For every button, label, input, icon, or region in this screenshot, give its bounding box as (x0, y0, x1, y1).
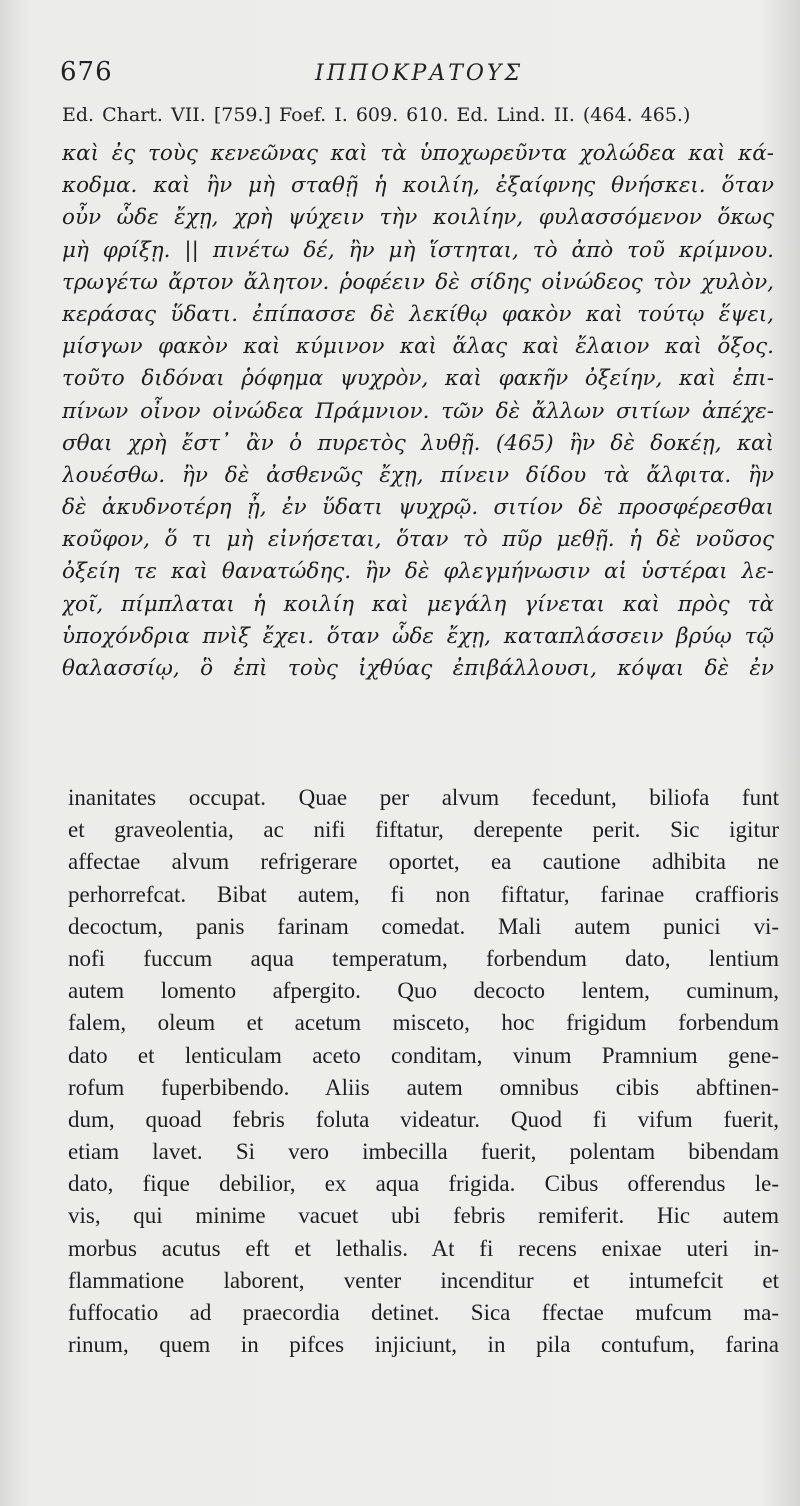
greek-line: λουέσθω. ἢν δὲ ἀσθενῶς ἔχῃ, πίνειν δίδου τὰ ἄλφιτα. ἢν (62, 462, 774, 488)
latin-line: autem lomento afpergito. Quo decocto lentem, cuminum, (68, 978, 779, 1004)
latin-line: affectae alvum refrigerare oportet, ea cautione adhibita ne (68, 849, 779, 875)
greek-line: ὑποχόνδρια πνὶξ ἔχει. ὅταν ὧδε ἔχῃ, καταπλάσσειν βρύῳ τῷ (62, 623, 774, 649)
running-title: ΙΠΠΟΚΡΑΤΟΥΣ (315, 61, 524, 86)
greek-line: τοῦτο διδόναι ῥόφημα ψυχρὸν, καὶ φακῆν ὀξείην, καὶ ἐπι- (62, 366, 774, 392)
greek-line: κοδμα. καὶ ἢν μὴ σταθῇ ἡ κοιλίη, ἐξαίφνης θνήσκει. ὅταν (62, 173, 774, 199)
latin-line: vis, qui minime vacuet ubi febris remiferit. Hic autem (68, 1203, 779, 1229)
page-number: 676 (60, 57, 113, 87)
latin-line: morbus acutus eft et lethalis. At fi recens enixae uteri in- (68, 1235, 779, 1261)
latin-line: perhorrefcat. Bibat autem, fi non fiftatur, farinae craffioris (68, 881, 779, 907)
greek-line: καὶ ἐς τοὺς κενεῶνας καὶ τὰ ὑποχωρεῦντα χολώδεα καὶ κά- (62, 141, 774, 166)
latin-text-block (68, 782, 779, 1361)
latin-line: flammatione laborent, venter incenditur et intumefcit et (68, 1267, 779, 1293)
latin-line: inanitates occupat. Quae per alvum fecedunt, biliofa funt (68, 785, 779, 810)
latin-line: nofi fuccum aqua temperatum, forbendum dato, lentium (68, 945, 779, 971)
latin-line: et graveolentia, ac nifi fiftatur, derepente perit. Sic igitur (68, 817, 779, 843)
greek-line: ὀξείη τε καὶ θανατώδης. ἢν δὲ φλεγμήνωσιν αἱ ὑστέραι λε- (62, 559, 774, 585)
page-header (60, 55, 780, 95)
greek-line: κεράσας ὕδατι. ἐπίπασσε δὲ λεκίθῳ φακὸν καὶ τούτῳ ἕψει, (62, 301, 774, 327)
greek-text-block (62, 138, 774, 685)
greek-line: δὲ ἀκυδνοτέρη ᾖ, ἐν ὕδατι ψυχρῷ. σιτίον δὲ προσφέρεσθαι (62, 495, 774, 521)
greek-line: οὖν ὧδε ἔχῃ, χρὴ ψύχειν τὴν κοιλίην, φυλασσόμενον ὅκως (62, 205, 774, 231)
greek-line: μίσγων φακὸν καὶ κύμινον καὶ ἅλας καὶ ἔλαιον καὶ ὄξος. (62, 334, 774, 360)
greek-line: τρωγέτω ἄρτον ἄλητον. ῥοφέειν δὲ σίδης οἰνώδεος τὸν χυλὸν, (62, 269, 774, 295)
latin-line: dum, quoad febris foluta videatur. Quod fi vifum fuerit, (68, 1106, 779, 1132)
greek-line: μὴ φρίξῃ. || πινέτω δέ, ἢν μὴ ἵστηται, τὸ ἀπὸ τοῦ κρίμνου. (62, 237, 774, 263)
latin-line: dato et lenticulam aceto conditam, vinum Pramnium gene- (68, 1042, 779, 1068)
greek-line: κοῦφον, ὅ τι μὴ εἰνήσεται, ὅταν τὸ πῦρ μεθῇ. ἡ δὲ νοῦσος (62, 527, 774, 553)
greek-line: πίνων οἶνον οἰνώδεα Πράμνιον. τῶν δὲ ἄλλων σιτίων ἀπέχε- (62, 398, 774, 424)
latin-line: fuffocatio ad praecordia detinet. Sica ffectae mufcum ma- (68, 1300, 779, 1325)
greek-line: χοῖ, πίμπλαται ἡ κοιλίη καὶ μεγάλη γίνεται καὶ πρὸς τὰ (62, 591, 774, 617)
latin-line: etiam lavet. Si vero imbecilla fuerit, polentam bibendam (68, 1139, 779, 1165)
greek-line: σθαι χρὴ ἔστ᾽ ἂν ὁ πυρετὸς λυθῇ. (465) ἢν δὲ δοκέῃ, καὶ (62, 430, 774, 456)
edition-reference: Ed. Chart. VII. [759.] Foef. I. 609. 610. Ed. Lind. II. (464. 465.) (62, 104, 691, 126)
latin-line: rofum fuperbibendo. Aliis autem omnibus cibis abftinen- (68, 1074, 779, 1100)
latin-line: decoctum, panis farinam comedat. Mali autem punici vi- (68, 913, 779, 939)
greek-line: θαλασσίῳ, ὃ ἐπὶ τοὺς ἰχθύας ἐπιβάλλουσι, κόψαι δὲ ἐν (62, 656, 774, 681)
latin-line: falem, oleum et acetum misceto, hoc frigidum forbendum (68, 1010, 779, 1036)
latin-line: dato, fique debilior, ex aqua frigida. Cibus offerendus le- (68, 1171, 779, 1197)
latin-line: rinum, quem in pifces injiciunt, in pila contufum, farina (68, 1332, 779, 1358)
